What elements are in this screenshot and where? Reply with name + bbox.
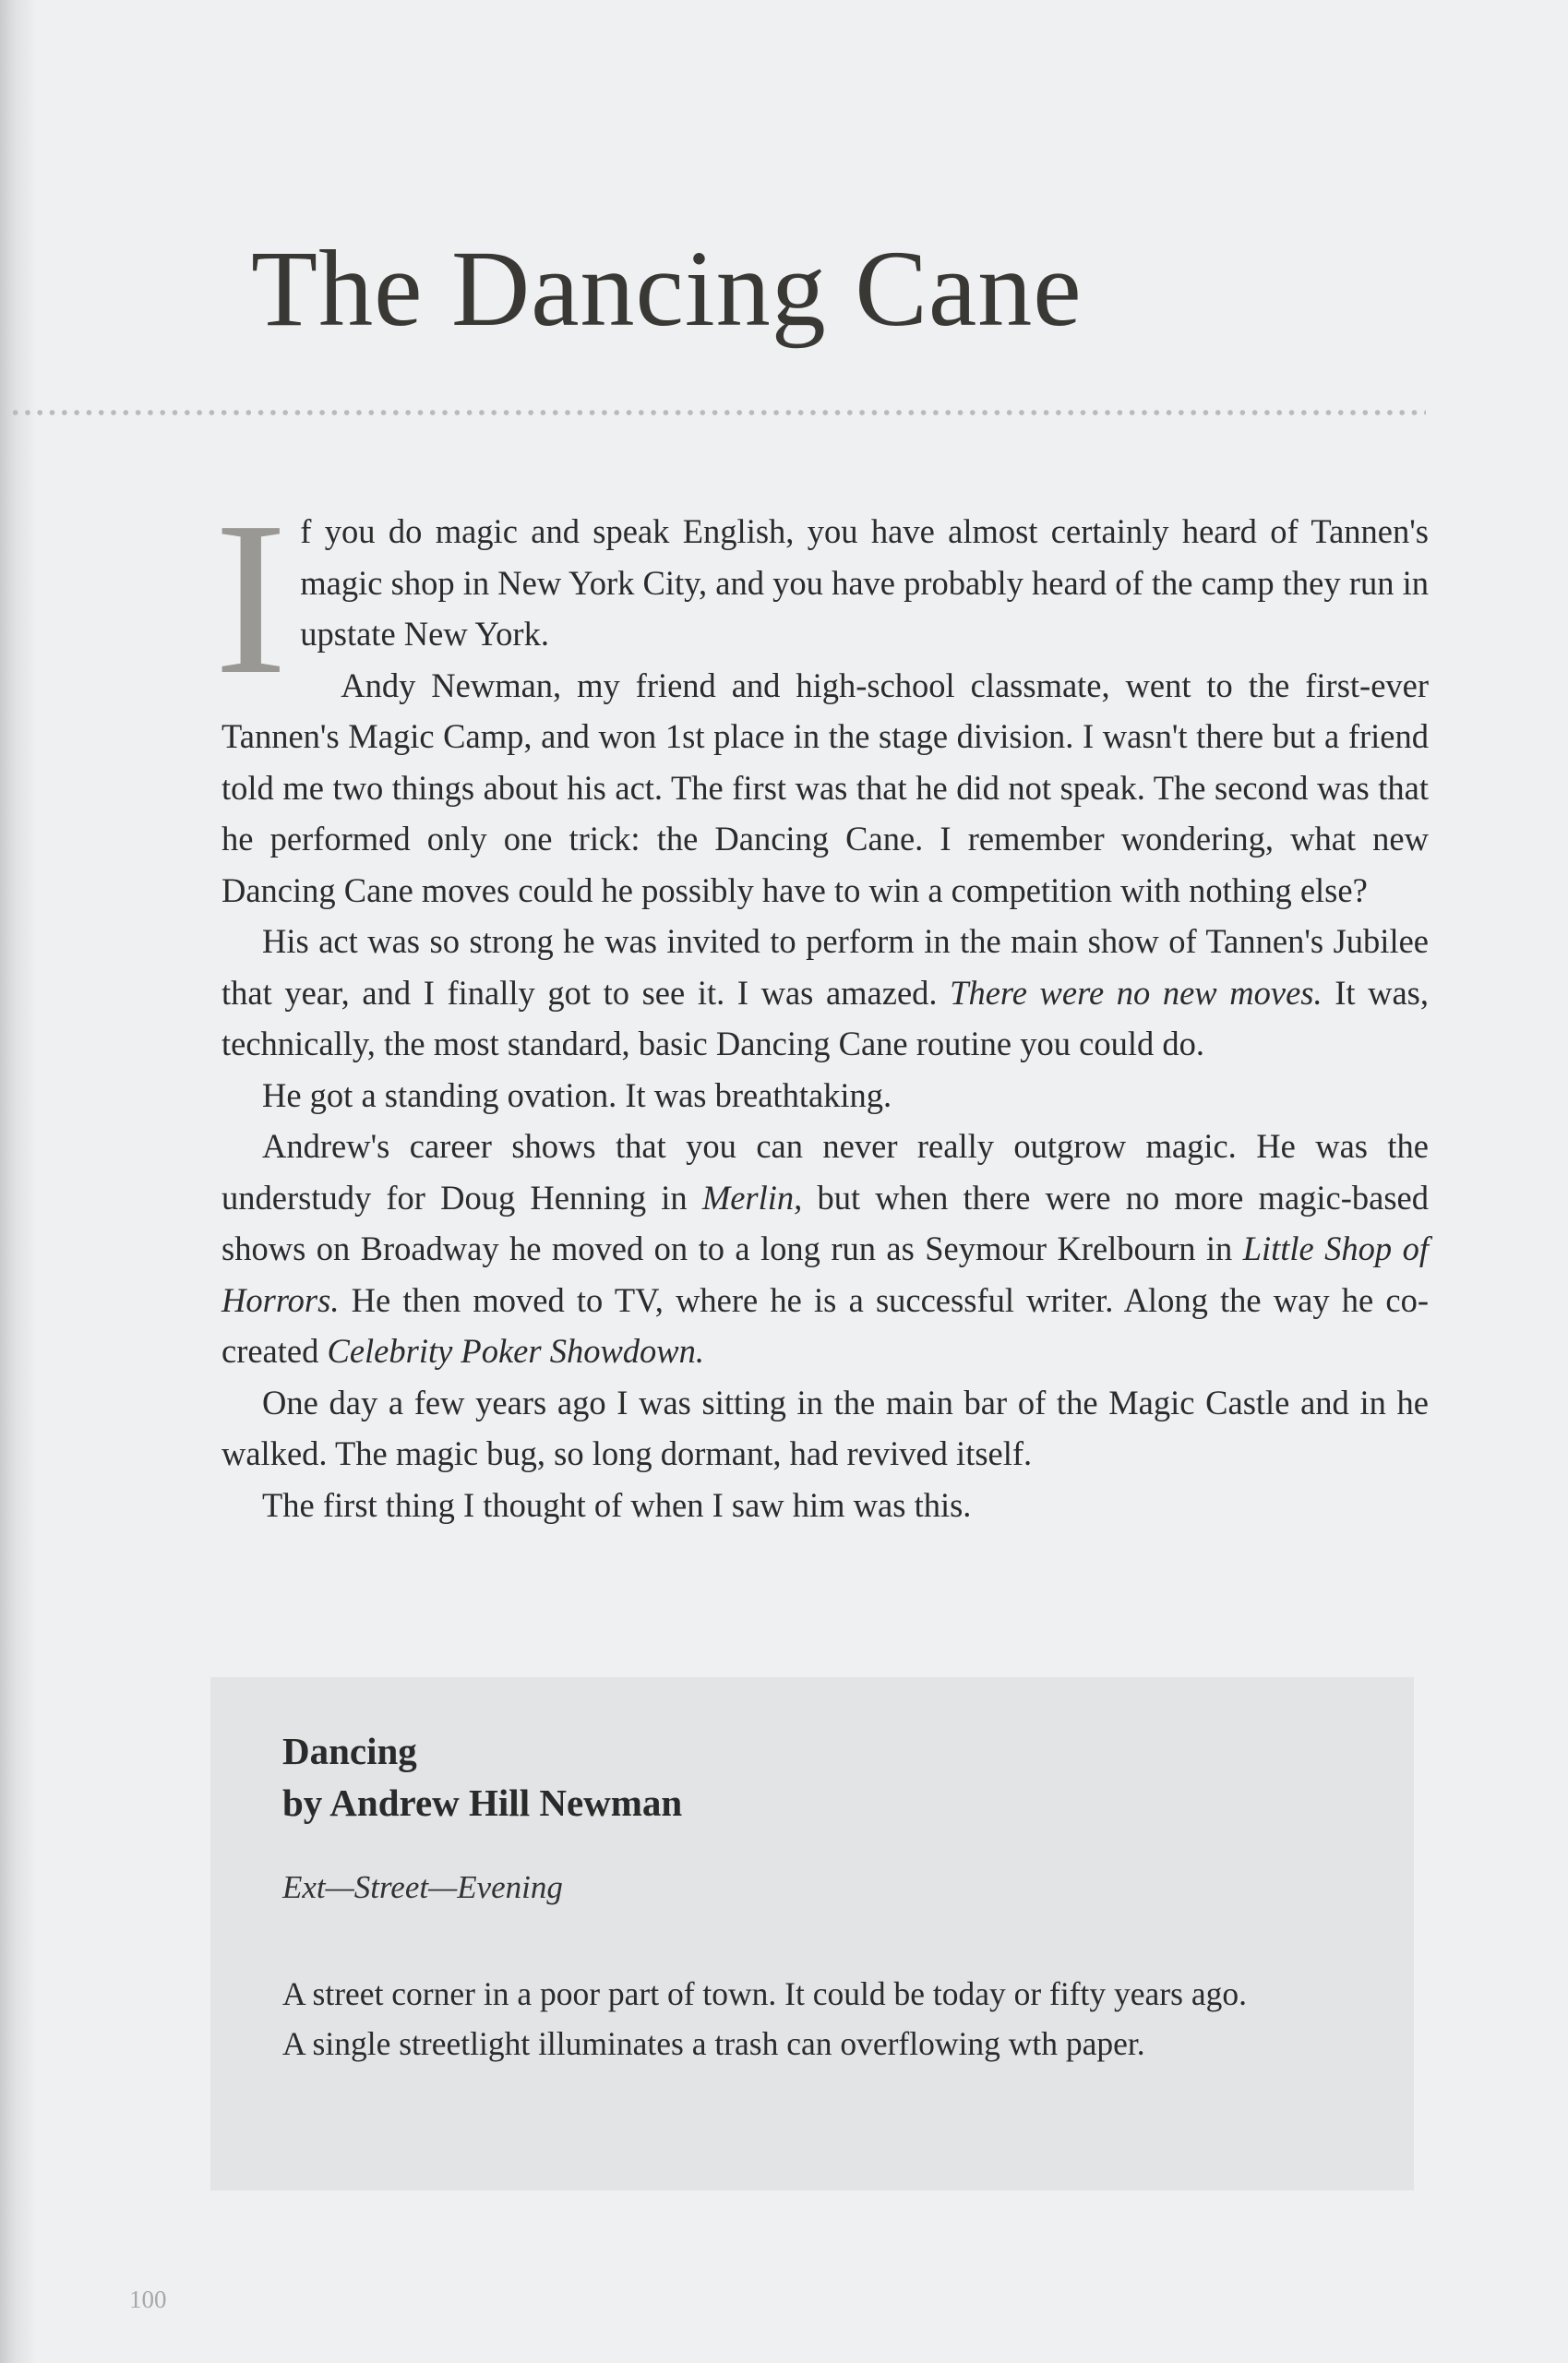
paragraph-5-text-b: but when there were no more magic-based shows on Broadway he moved on to a long run as Seymour Krelbourn in <box>221 1178 1429 1267</box>
dotted-divider <box>9 409 1426 416</box>
script-sidebar <box>210 1677 1414 2190</box>
paragraph-5-title-poker: Celebrity Poker Showdown. <box>327 1332 705 1370</box>
chapter-title: The Dancing Cane <box>251 228 1083 349</box>
paragraph-4: He got a standing ovation. It was breathtaking. <box>262 1075 892 1114</box>
paragraph-1-text: f you do magic and speak English, you have almost certainly heard of Tannen's magic shop in New York City, and you have probably heard of the camp they run in upstate New York. <box>300 512 1429 653</box>
scene-heading: Ext—Street—Evening <box>282 1869 563 1905</box>
sidebar-title <box>282 1725 682 1829</box>
paragraph-1 <box>214 477 1429 720</box>
paragraph-3-text-b: It was, technically, the most standard, basic Dancing Cane routine you could do. <box>221 973 1430 1062</box>
body-text <box>214 477 1430 1530</box>
paragraph-5-title-merlin: Merlin, <box>701 1178 803 1217</box>
scene-description-line2: A single streetlight illuminates a trash can overflowing wth paper. <box>282 2025 1145 2062</box>
paragraph-5-title-little-shop: Little Shop of Horrors. <box>221 1229 1429 1319</box>
paragraph-3-text-a: His act was so strong he was invited to perform in the main show of Tannen's Jubilee that year, and I finally got to see it. I was amazed. <box>221 922 1429 1012</box>
sidebar-title-line2: by Andrew Hill Newman <box>282 1781 683 1824</box>
drop-cap: I <box>214 477 288 720</box>
paragraph-5 <box>221 1121 1429 1377</box>
paragraph-3-emphasis: There were no new moves. <box>950 973 1323 1012</box>
paragraph-5-text-c: He then moved to TV, where he is a successful writer. Along the way he co-created <box>221 1280 1429 1370</box>
page-number: 100 <box>129 2285 167 2313</box>
scene-description-line1: A street corner in a poor part of town. It could be today or fifty years ago. <box>282 1975 1247 2012</box>
paragraph-5-text-a: Andrew's career shows that you can never really outgrow magic. He was the understudy for Doug Henning in <box>221 1127 1429 1217</box>
sidebar-title-line1: Dancing <box>282 1730 417 1772</box>
paragraph-2: Andy Newman, my friend and high-school classmate, went to the first-ever Tannen's Magic Camp, and won 1st place in the stage division. I wasn't there but a friend told me two things about his act. The first was that he did not speak. The second was that he performed only one trick: the Dancing Cane. I remember wondering, what new Dancing Cane moves could he possibly have to win a competition with nothing else? <box>221 666 1429 909</box>
binding-shadow <box>0 0 37 2363</box>
paragraph-7: The first thing I thought of when I saw him was this. <box>262 1485 972 1524</box>
paragraph-6: One day a few years ago I was sitting in the main bar of the Magic Castle and in he walked. The magic bug, so long dormant, had revived itself. <box>221 1383 1429 1472</box>
scene-description <box>282 1969 1353 2069</box>
paragraph-3 <box>221 916 1429 1070</box>
